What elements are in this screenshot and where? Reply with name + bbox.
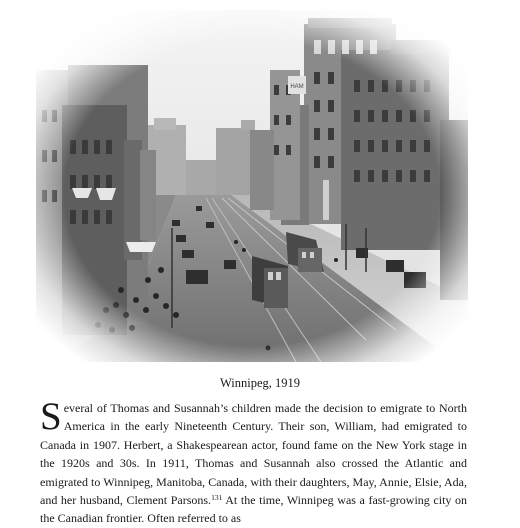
paragraph-text-continued: At the time, Winnipeg was a fast-growing city on the Canadian frontier. Often referred to as [40, 493, 468, 526]
paragraph-text: everal of Thomas and Susannah’s children made the decision to emigrate to North America in the early Nineteenth Century. Their son, William, had emigrated to Canada in 1907. Herbert, a Shakespearean actor, found fame on the New York stage in the 1920s and 30s. In 1911, Thomas and Susannah also crossed the Atlantic and emigrated to Winnipeg, Manitoba, Canada, with their daughters, May, Annie, Elsie, Ada, and her husband, Clement Parsons. [40, 401, 467, 508]
footnote-reference[interactable]: 131 [211, 493, 223, 503]
drop-cap: S [40, 395, 62, 438]
body-paragraph [40, 395, 468, 528]
historic-street-photo [36, 10, 468, 362]
photo-image [36, 10, 468, 362]
photo-caption: Winnipeg, 1919 [219, 376, 301, 390]
